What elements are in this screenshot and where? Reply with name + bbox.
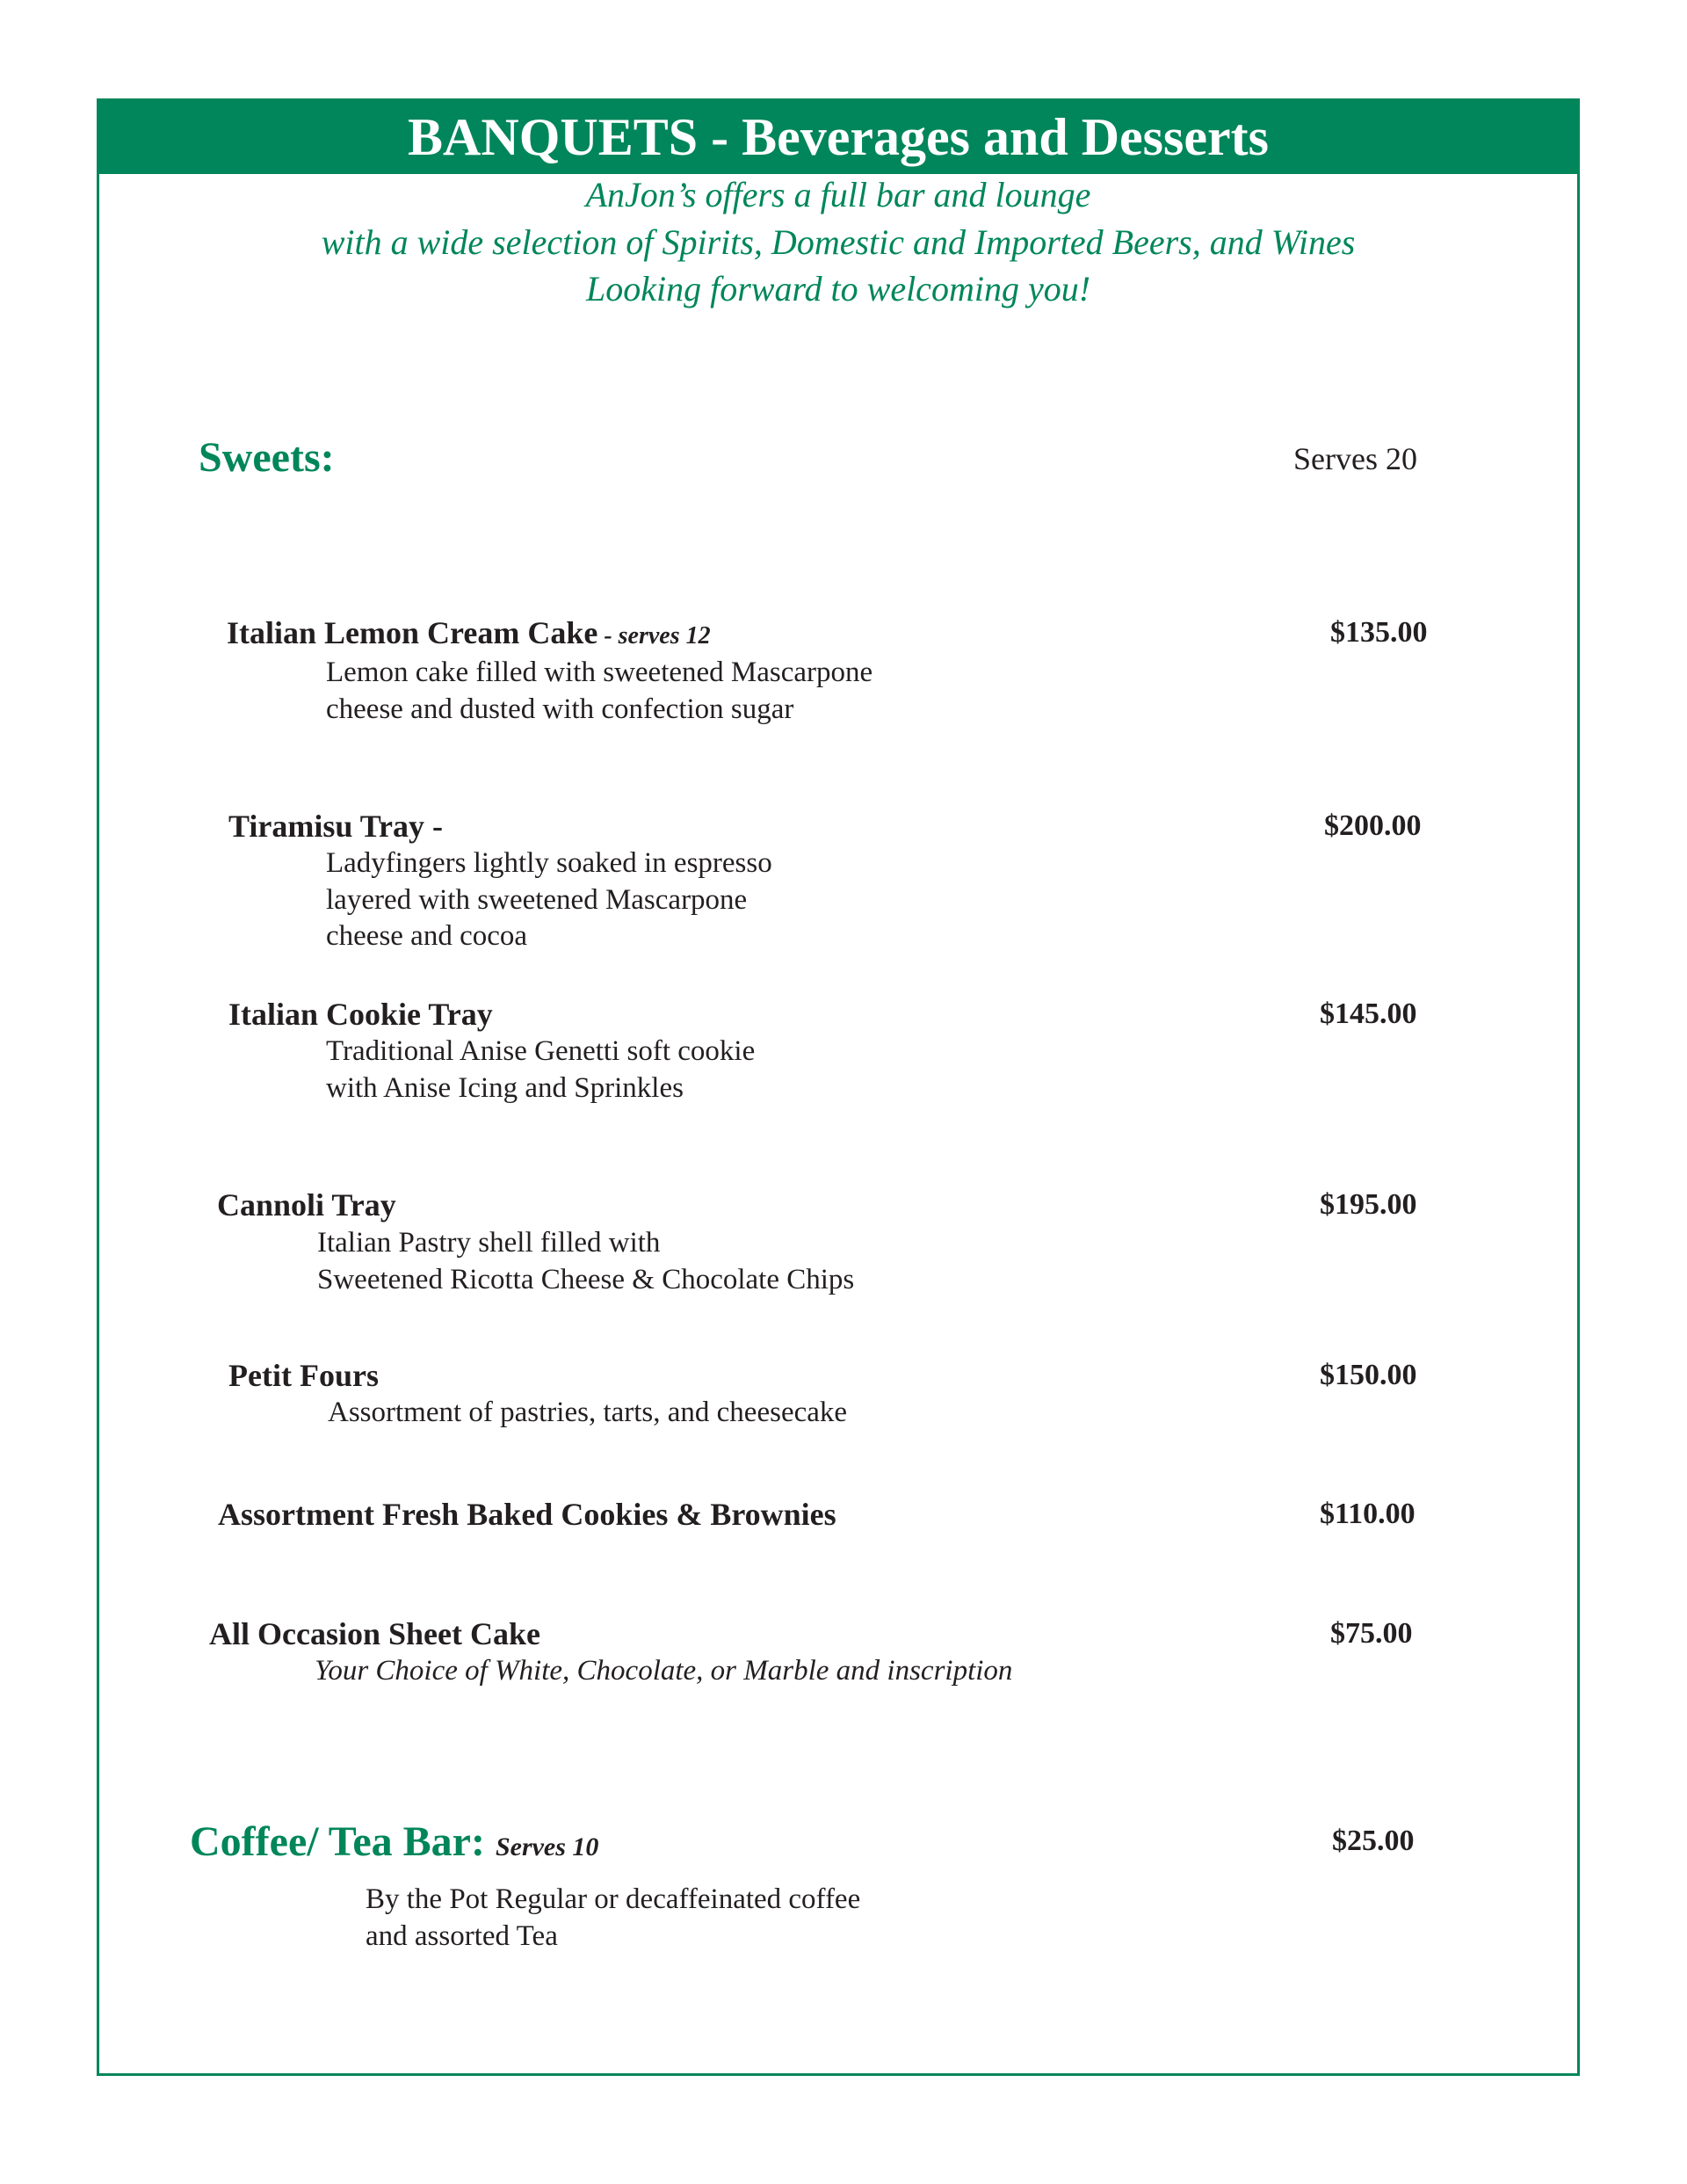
- coffee-desc-line: and assorted Tea: [366, 1920, 558, 1952]
- item-price: $110.00: [1320, 1498, 1415, 1530]
- item-desc-line: Assortment of pastries, tarts, and cheesecake: [328, 1397, 848, 1428]
- item-desc-line: layered with sweetened Mascarpone: [326, 884, 748, 916]
- intro-line-1: AnJon’s offers a full bar and lounge: [585, 175, 1091, 214]
- item-price: $75.00: [1330, 1617, 1413, 1650]
- coffee-serves: Serves 10: [495, 1832, 599, 1861]
- coffee-heading-label: Coffee/ Tea Bar:: [190, 1818, 485, 1865]
- item-desc-line: with Anise Icing and Sprinkles: [326, 1072, 684, 1104]
- item-title: Italian Lemon Cream Cake: [227, 615, 598, 650]
- item-price: $195.00: [1320, 1188, 1417, 1221]
- intro-line-2: with a wide selection of Spirits, Domestic and Imported Beers, and Wines: [321, 222, 1356, 262]
- item-name: Petit Fours: [228, 1358, 379, 1393]
- item-price: $135.00: [1330, 616, 1428, 649]
- item-name: All Occasion Sheet Cake: [209, 1616, 540, 1651]
- item-price: $145.00: [1320, 998, 1417, 1030]
- item-desc-line: cheese and cocoa: [326, 920, 528, 952]
- coffee-desc-line: By the Pot Regular or decaffeinated coffee: [366, 1883, 861, 1915]
- sweets-heading: Sweets:: [199, 434, 335, 481]
- item-name: Italian Cookie Tray: [228, 997, 493, 1032]
- intro-line-3: Looking forward to welcoming you!: [585, 269, 1091, 308]
- item-name: Cannoli Tray: [217, 1187, 396, 1223]
- item-name: Tiramisu Tray -: [228, 809, 444, 844]
- item-name: [227, 613, 711, 657]
- item-desc-line: Sweetened Ricotta Cheese & Chocolate Chips: [317, 1264, 855, 1295]
- item-desc-line: cheese and dusted with confection sugar: [326, 693, 794, 725]
- sweets-serves: Serves 20: [1293, 441, 1417, 476]
- page-title: BANQUETS - Beverages and Desserts: [408, 108, 1269, 166]
- item-desc-line: Traditional Anise Genetti soft cookie: [326, 1035, 756, 1067]
- item-price: $200.00: [1324, 809, 1422, 842]
- item-desc-line: Ladyfingers lightly soaked in espresso: [326, 847, 772, 879]
- coffee-heading: [190, 1816, 598, 1874]
- item-price: $150.00: [1320, 1359, 1417, 1391]
- item-note: - serves 12: [597, 622, 711, 649]
- item-desc-line: Your Choice of White, Chocolate, or Marble and inscription: [315, 1655, 1013, 1687]
- coffee-price: $25.00: [1332, 1825, 1415, 1857]
- item-desc-line: Lemon cake filled with sweetened Mascarpone: [326, 657, 873, 688]
- item-desc-line: Italian Pastry shell filled with: [317, 1227, 661, 1259]
- item-name: Assortment Fresh Baked Cookies & Brownies: [218, 1497, 836, 1532]
- menu-border: [97, 98, 1580, 2076]
